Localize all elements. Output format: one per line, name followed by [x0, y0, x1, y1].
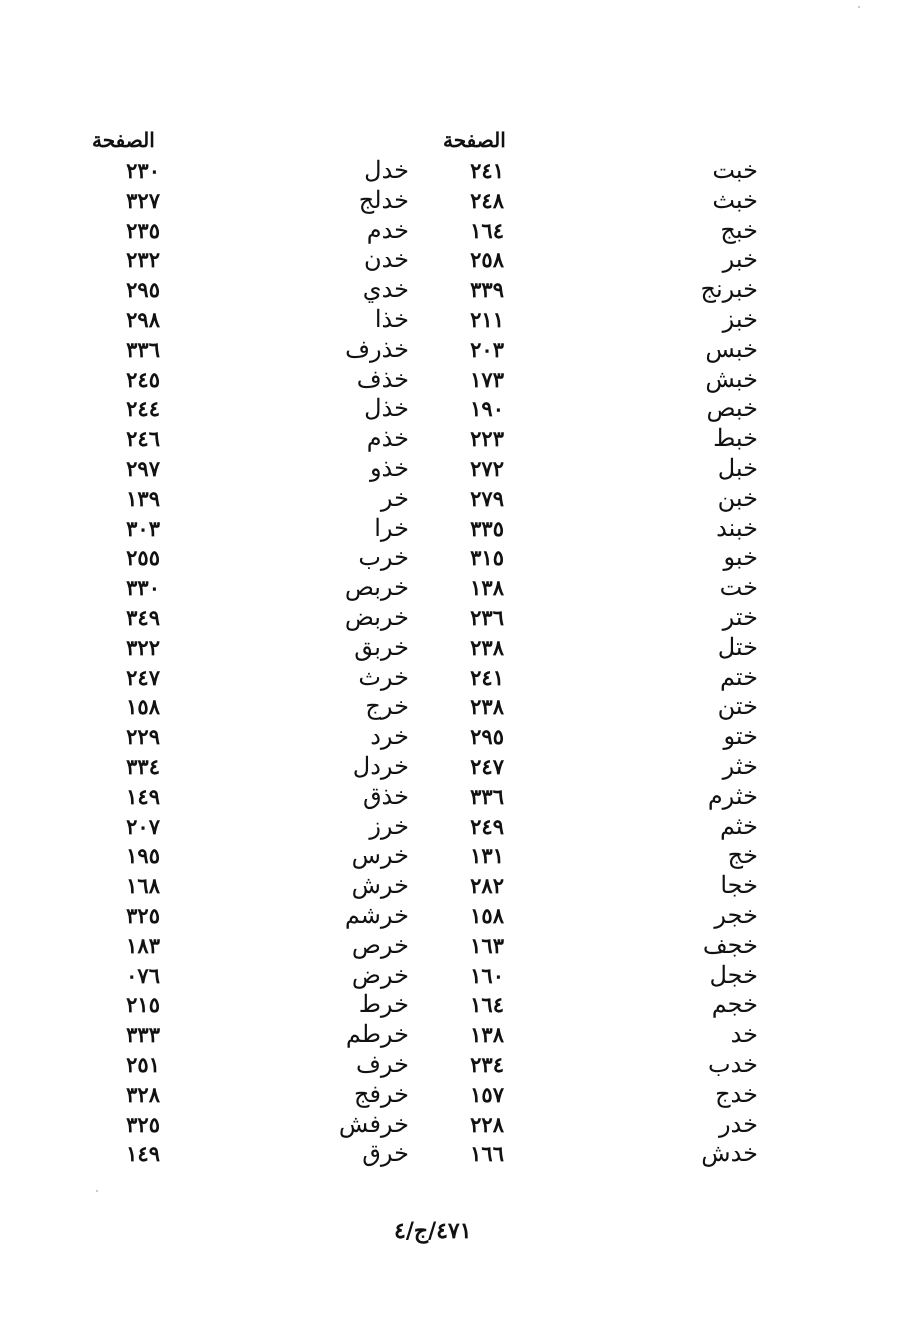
- entry-page-right: ٢٤١: [470, 664, 504, 690]
- entry-word-right: خجا: [720, 871, 758, 900]
- table-row: [0, 752, 914, 782]
- entry-page-right: ١٦٤: [470, 217, 504, 243]
- table-row: [0, 484, 914, 514]
- table-row: [0, 633, 914, 663]
- page-column-header-left: الصفحة: [92, 128, 155, 152]
- entry-page-right: ٢٨٢: [470, 873, 504, 899]
- table-row: [0, 603, 914, 633]
- entry-word-middle: خذل: [364, 394, 409, 423]
- entry-word-right: خبج: [720, 215, 758, 244]
- entry-page-right: ١٦٣: [470, 932, 504, 958]
- entry-page-right: ٣٣٥: [470, 515, 504, 541]
- entry-word-middle: خدي: [362, 275, 409, 304]
- page-footer-reference: ٤٧١/ج/٤: [394, 1218, 472, 1244]
- entry-page-right: ٢٣٦: [470, 604, 504, 630]
- entry-word-right: خثرم: [707, 781, 758, 810]
- table-row: [0, 1080, 914, 1110]
- entry-page-right: ٢٧٩: [470, 485, 504, 511]
- entry-word-middle: خردل: [352, 751, 409, 780]
- table-row: [0, 514, 914, 544]
- entry-page-right: ٢٥٨: [470, 247, 504, 273]
- entry-page-right: ٢٩٥: [470, 724, 504, 750]
- entry-page-left: ٢٤٤: [126, 396, 160, 422]
- entry-word-right: خدج: [715, 1079, 758, 1108]
- entry-page-left: ٣٣٦: [126, 336, 160, 362]
- entry-word-middle: خدن: [363, 245, 409, 274]
- entry-page-left: ١٤٩: [126, 783, 160, 809]
- entry-word-middle: خرط: [358, 990, 409, 1019]
- entry-word-right: خبل: [717, 453, 758, 482]
- entry-page-right: ٢٢٨: [470, 1111, 504, 1137]
- entry-word-middle: خذف: [356, 364, 409, 393]
- table-row: [0, 454, 914, 484]
- entry-page-right: ٢٤١: [470, 158, 504, 183]
- entry-page-left: ٣٠٣: [126, 515, 160, 541]
- index-table: [0, 156, 914, 1169]
- table-row: [0, 156, 914, 186]
- table-row: [0, 663, 914, 693]
- entry-word-right: خبث: [712, 185, 758, 214]
- entry-word-middle: خرش: [351, 871, 409, 900]
- entry-word-middle: خربص: [344, 573, 409, 602]
- entry-page-left: ٢٩٨: [126, 306, 160, 332]
- entry-word-right: خبو: [723, 543, 758, 572]
- table-row: [0, 1020, 914, 1050]
- entry-word-middle: خذق: [362, 781, 409, 810]
- entry-page-left: ٢٩٧: [126, 455, 160, 481]
- entry-page-left: ٢٠٧: [126, 813, 160, 839]
- entry-word-middle: خذو: [369, 453, 409, 482]
- entry-word-right: ختل: [717, 632, 758, 661]
- entry-word-right: خبت: [712, 156, 758, 184]
- entry-page-left: ١٣٩: [126, 485, 160, 511]
- entry-page-right: ١٧٣: [470, 366, 504, 392]
- entry-word-right: ختر: [722, 602, 758, 631]
- table-row: [0, 394, 914, 424]
- entry-page-left: ٣٢٧: [126, 187, 160, 213]
- entry-page-left: ٣٤٩: [126, 604, 160, 630]
- entry-word-right: خبص: [706, 394, 758, 423]
- entry-word-right: خدش: [701, 1139, 758, 1168]
- entry-word-right: خدب: [707, 1049, 758, 1078]
- entry-page-right: ١٦٠: [470, 962, 504, 988]
- entry-word-right: خد: [730, 1020, 758, 1049]
- entry-word-right: ختن: [717, 692, 758, 721]
- entry-page-right: ٢٧٢: [470, 455, 504, 481]
- entry-word-middle: خرج: [365, 692, 409, 721]
- entry-word-right: خبط: [713, 424, 758, 453]
- entry-word-middle: خرض: [351, 960, 409, 989]
- entry-page-right: ١٦٦: [470, 1141, 504, 1167]
- entry-word-right: خثر: [722, 751, 758, 780]
- table-row: [0, 722, 914, 752]
- entry-page-right: ٢١١: [470, 306, 504, 332]
- entry-page-right: ٢٤٨: [470, 187, 504, 213]
- entry-page-left: ٢٤٥: [126, 366, 160, 392]
- entry-page-left: ١٦٨: [126, 873, 160, 899]
- entry-page-left: ٣٢٥: [126, 1111, 160, 1137]
- entry-word-right: خبن: [717, 483, 758, 512]
- entry-page-left: ٢٥٥: [126, 545, 160, 571]
- entry-page-left: ٠٧٦: [126, 962, 160, 988]
- table-row: [0, 961, 914, 991]
- table-row: [0, 1110, 914, 1140]
- table-row: [0, 901, 914, 931]
- entry-page-left: ٢٤٦: [126, 426, 160, 452]
- entry-word-right: خجل: [709, 960, 758, 989]
- table-row: [0, 275, 914, 305]
- entry-word-middle: خذا: [374, 304, 409, 333]
- entry-page-left: ١٩٥: [126, 843, 160, 869]
- table-row: [0, 990, 914, 1020]
- entry-page-right: ١٥٧: [470, 1081, 504, 1107]
- entry-word-right: خجم: [711, 990, 758, 1019]
- entry-word-middle: خذم: [366, 424, 409, 453]
- entry-word-middle: خربض: [344, 602, 409, 631]
- table-row: [0, 216, 914, 246]
- entry-word-right: ختم: [719, 662, 758, 691]
- entry-page-left: ٢٢٩: [126, 724, 160, 750]
- entry-page-left: ٢٣٠: [126, 158, 160, 183]
- entry-page-left: ٢٣٢: [126, 247, 160, 273]
- scan-speck: [858, 6, 860, 8]
- entry-page-right: ٢٢٣: [470, 426, 504, 452]
- entry-word-right: خثم: [719, 811, 758, 840]
- table-row: [0, 692, 914, 722]
- entry-page-left: ٣٢٨: [126, 1081, 160, 1107]
- entry-word-right: خدر: [718, 1109, 758, 1138]
- entry-page-left: ١٤٩: [126, 1141, 160, 1167]
- entry-page-right: ٢٣٨: [470, 694, 504, 720]
- entry-word-middle: خرص: [351, 930, 409, 959]
- table-row: [0, 871, 914, 901]
- entry-page-left: ٣٣٤: [126, 753, 160, 779]
- entry-page-right: ١٣٨: [470, 1022, 504, 1048]
- entry-page-right: ٢٠٣: [470, 336, 504, 362]
- entry-word-right: خبرنج: [700, 275, 758, 304]
- table-row: [0, 1050, 914, 1080]
- table-row: [0, 245, 914, 275]
- entry-word-middle: خرف: [356, 1049, 409, 1078]
- entry-word-middle: خدم: [366, 215, 409, 244]
- table-row: [0, 543, 914, 573]
- entry-page-right: ١٥٨: [470, 902, 504, 928]
- entry-word-right: خجف: [702, 930, 758, 959]
- entry-page-left: ٣٣٣: [126, 1022, 160, 1048]
- entry-word-right: خبند: [716, 513, 758, 542]
- entry-word-middle: خرا: [374, 513, 409, 542]
- entry-page-right: ٣٣٦: [470, 783, 504, 809]
- entry-word-middle: خرطم: [345, 1020, 409, 1049]
- entry-page-left: ١٨٣: [126, 932, 160, 958]
- entry-page-left: ٢١٥: [126, 992, 160, 1018]
- entry-word-right: خبز: [722, 304, 758, 333]
- entry-word-middle: خر: [380, 483, 409, 512]
- entry-word-middle: خرفج: [353, 1079, 409, 1108]
- entry-word-right: خبس: [705, 334, 758, 363]
- entry-page-left: ٢٤٧: [126, 664, 160, 690]
- entry-word-middle: خدل: [364, 156, 409, 184]
- entry-word-middle: خرز: [369, 811, 409, 840]
- entry-page-left: ٣٣٠: [126, 575, 160, 601]
- entry-page-right: ١٣٨: [470, 575, 504, 601]
- entry-page-right: ٢٤٩: [470, 813, 504, 839]
- entry-word-right: خج: [727, 841, 758, 870]
- entry-page-left: ٢٩٥: [126, 277, 160, 303]
- entry-word-middle: خرق: [362, 1139, 409, 1168]
- entry-word-middle: خرب: [358, 543, 409, 572]
- entry-page-left: ٢٣٥: [126, 217, 160, 243]
- entry-word-middle: خرشم: [344, 900, 409, 929]
- entry-page-right: ٢٣٤: [470, 1051, 504, 1077]
- table-row: [0, 812, 914, 842]
- entry-page-left: ٣٢٢: [126, 634, 160, 660]
- entry-word-middle: خربق: [354, 632, 409, 661]
- table-row: [0, 841, 914, 871]
- entry-word-middle: خرد: [370, 722, 409, 751]
- entry-word-middle: خذرف: [345, 334, 409, 363]
- entry-word-right: خبر: [722, 245, 758, 274]
- entry-word-right: خبش: [705, 364, 758, 393]
- entry-page-left: ٣٢٥: [126, 902, 160, 928]
- table-row: [0, 931, 914, 961]
- table-row: [0, 186, 914, 216]
- entry-word-middle: خرث: [358, 662, 409, 691]
- table-row: [0, 1139, 914, 1169]
- table-row: [0, 305, 914, 335]
- entry-page-right: ٣٣٩: [470, 277, 504, 303]
- page-column-header-middle: الصفحة: [443, 128, 506, 152]
- entry-word-right: ختو: [723, 722, 758, 751]
- table-row: [0, 424, 914, 454]
- entry-word-middle: خرفش: [338, 1109, 409, 1138]
- table-row: [0, 335, 914, 365]
- entry-page-left: ٢٥١: [126, 1051, 160, 1077]
- entry-page-right: ١٣١: [470, 843, 504, 869]
- entry-page-right: ٣١٥: [470, 545, 504, 571]
- entry-word-right: خت: [719, 573, 758, 602]
- table-row: [0, 365, 914, 395]
- entry-word-right: خجر: [714, 900, 758, 929]
- table-row: [0, 782, 914, 812]
- entry-page-right: ١٩٠: [470, 396, 504, 422]
- table-row: [0, 573, 914, 603]
- entry-page-left: ١٥٨: [126, 694, 160, 720]
- scan-speck: [96, 1190, 98, 1192]
- entry-page-right: ٢٣٨: [470, 634, 504, 660]
- entry-word-middle: خدلج: [358, 185, 409, 214]
- entry-page-right: ١٦٤: [470, 992, 504, 1018]
- entry-page-right: ٢٤٧: [470, 753, 504, 779]
- entry-word-middle: خرس: [351, 841, 409, 870]
